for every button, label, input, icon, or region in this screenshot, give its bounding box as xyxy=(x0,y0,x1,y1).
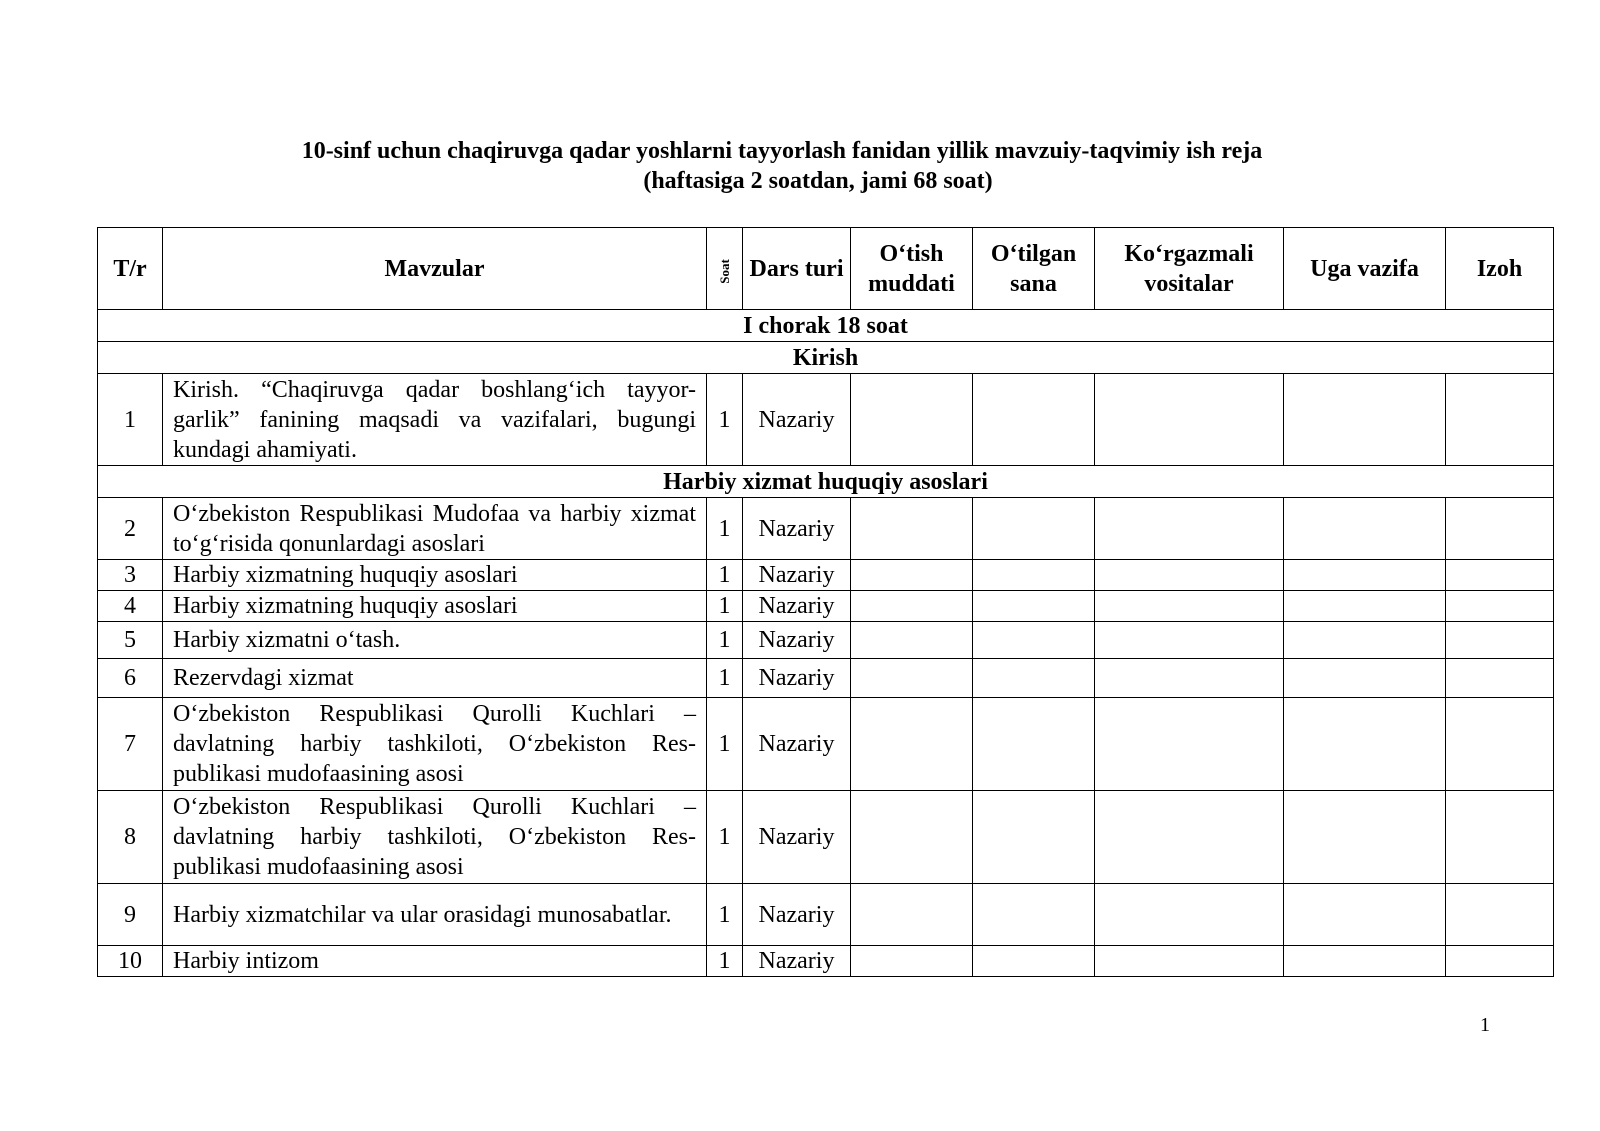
header-visual-aids: Ko‘rgazmali vositalar xyxy=(1095,228,1284,310)
row-lesson-type: Nazariy xyxy=(743,884,851,946)
header-row xyxy=(98,228,1554,310)
row-homework xyxy=(1284,791,1446,884)
row-number: 9 xyxy=(98,884,163,946)
row-date-done xyxy=(973,591,1095,622)
row-number: 8 xyxy=(98,791,163,884)
header-topics: Mavzular xyxy=(163,228,707,310)
row-date-done xyxy=(973,946,1095,977)
header-tr: T/r xyxy=(98,228,163,310)
quarter-row xyxy=(98,310,1554,342)
row-number: 1 xyxy=(98,374,163,466)
page-number: 1 xyxy=(1480,1014,1490,1036)
row-duration xyxy=(851,698,973,791)
row-homework xyxy=(1284,698,1446,791)
row-hours: 1 xyxy=(707,884,743,946)
row-lesson-type: Nazariy xyxy=(743,498,851,560)
row-homework xyxy=(1284,498,1446,560)
row-duration xyxy=(851,622,973,659)
table-row xyxy=(98,374,1554,466)
section-row xyxy=(98,466,1554,498)
header-hours xyxy=(707,228,743,310)
row-note xyxy=(1446,560,1554,591)
row-note xyxy=(1446,884,1554,946)
row-number: 3 xyxy=(98,560,163,591)
row-number: 6 xyxy=(98,659,163,698)
row-lesson-type: Nazariy xyxy=(743,659,851,698)
row-lesson-type: Nazariy xyxy=(743,946,851,977)
header-note: Izoh xyxy=(1446,228,1554,310)
row-note xyxy=(1446,374,1554,466)
row-date-done xyxy=(973,498,1095,560)
table-row xyxy=(98,791,1554,884)
row-topic: O‘zbekiston Respublikasi Qurolli Kuchlari – davlatning harbiy tashkiloti, O‘zbekiston Res-publikasi mudofaasining asosi xyxy=(163,698,707,791)
row-topic: O‘zbekiston Respublikasi Mudofaa va harbiy xizmat to‘g‘risida qonunlardagi asoslari xyxy=(163,498,707,560)
quarter-label: I chorak 18 soat xyxy=(98,310,1554,342)
row-visual-aids xyxy=(1095,374,1284,466)
row-note xyxy=(1446,659,1554,698)
plan-table xyxy=(97,227,1554,977)
row-lesson-type: Nazariy xyxy=(743,622,851,659)
row-duration xyxy=(851,560,973,591)
row-duration xyxy=(851,591,973,622)
row-topic: Kirish. “Chaqiruvga qadar boshlang‘ich tayyor-garlik” fanining maqsadi va vazifalari, bugungi kundagi ahamiyati. xyxy=(163,374,707,466)
row-lesson-type: Nazariy xyxy=(743,591,851,622)
section-label: Harbiy xizmat huquqiy asoslari xyxy=(98,466,1554,498)
row-homework xyxy=(1284,622,1446,659)
row-topic: Harbiy xizmatni o‘tash. xyxy=(163,622,707,659)
table-row xyxy=(98,591,1554,622)
row-hours: 1 xyxy=(707,946,743,977)
row-number: 4 xyxy=(98,591,163,622)
header-date-done: O‘tilgan sana xyxy=(973,228,1095,310)
row-visual-aids xyxy=(1095,622,1284,659)
row-homework xyxy=(1284,946,1446,977)
row-lesson-type: Nazariy xyxy=(743,374,851,466)
table-row xyxy=(98,946,1554,977)
row-number: 7 xyxy=(98,698,163,791)
row-topic: Harbiy xizmatchilar va ular orasidagi munosabatlar. xyxy=(163,884,707,946)
row-hours: 1 xyxy=(707,498,743,560)
header-lesson-type: Dars turi xyxy=(743,228,851,310)
table-row xyxy=(98,560,1554,591)
row-lesson-type: Nazariy xyxy=(743,791,851,884)
table-row xyxy=(98,698,1554,791)
row-note xyxy=(1446,498,1554,560)
table-row xyxy=(98,498,1554,560)
row-visual-aids xyxy=(1095,498,1284,560)
row-hours: 1 xyxy=(707,622,743,659)
row-topic: Harbiy xizmatning huquqiy asoslari xyxy=(163,560,707,591)
row-date-done xyxy=(973,374,1095,466)
row-note xyxy=(1446,591,1554,622)
row-homework xyxy=(1284,560,1446,591)
header-hours-label: Soat xyxy=(717,258,732,284)
row-number: 5 xyxy=(98,622,163,659)
section-row xyxy=(98,342,1554,374)
row-visual-aids xyxy=(1095,884,1284,946)
row-topic: Harbiy intizom xyxy=(163,946,707,977)
row-hours: 1 xyxy=(707,591,743,622)
row-duration xyxy=(851,659,973,698)
row-lesson-type: Nazariy xyxy=(743,698,851,791)
row-topic: Harbiy xizmatning huquqiy asoslari xyxy=(163,591,707,622)
document-subtitle: (haftasiga 2 soatdan, jami 68 soat) xyxy=(643,168,993,194)
header-homework: Uga vazifa xyxy=(1284,228,1446,310)
row-note xyxy=(1446,946,1554,977)
row-homework xyxy=(1284,374,1446,466)
row-visual-aids xyxy=(1095,946,1284,977)
row-hours: 1 xyxy=(707,374,743,466)
row-date-done xyxy=(973,698,1095,791)
row-topic: Rezervdagi xizmat xyxy=(163,659,707,698)
row-hours: 1 xyxy=(707,698,743,791)
row-hours: 1 xyxy=(707,659,743,698)
row-date-done xyxy=(973,659,1095,698)
row-visual-aids xyxy=(1095,591,1284,622)
row-homework xyxy=(1284,591,1446,622)
row-number: 2 xyxy=(98,498,163,560)
row-note xyxy=(1446,622,1554,659)
row-note xyxy=(1446,791,1554,884)
row-homework xyxy=(1284,884,1446,946)
row-duration xyxy=(851,791,973,884)
row-duration xyxy=(851,884,973,946)
row-hours: 1 xyxy=(707,791,743,884)
row-date-done xyxy=(973,622,1095,659)
row-duration xyxy=(851,498,973,560)
section-label: Kirish xyxy=(98,342,1554,374)
row-date-done xyxy=(973,791,1095,884)
row-topic: O‘zbekiston Respublikasi Qurolli Kuchlari – davlatning harbiy tashkiloti, O‘zbekiston Res-publikasi mudofaasining asosi xyxy=(163,791,707,884)
row-note xyxy=(1446,698,1554,791)
table-row xyxy=(98,622,1554,659)
row-lesson-type: Nazariy xyxy=(743,560,851,591)
row-visual-aids xyxy=(1095,560,1284,591)
row-date-done xyxy=(973,884,1095,946)
row-visual-aids xyxy=(1095,791,1284,884)
row-visual-aids xyxy=(1095,659,1284,698)
row-homework xyxy=(1284,659,1446,698)
header-duration: O‘tish muddati xyxy=(851,228,973,310)
row-hours: 1 xyxy=(707,560,743,591)
table-row xyxy=(98,884,1554,946)
row-visual-aids xyxy=(1095,698,1284,791)
row-duration xyxy=(851,374,973,466)
row-date-done xyxy=(973,560,1095,591)
document-title: 10-sinf uchun chaqiruvga qadar yoshlarni tayyorlash fanidan yillik mavzuiy-taqvimiy ish reja xyxy=(301,138,1263,164)
row-duration xyxy=(851,946,973,977)
row-number: 10 xyxy=(98,946,163,977)
table-row xyxy=(98,659,1554,698)
